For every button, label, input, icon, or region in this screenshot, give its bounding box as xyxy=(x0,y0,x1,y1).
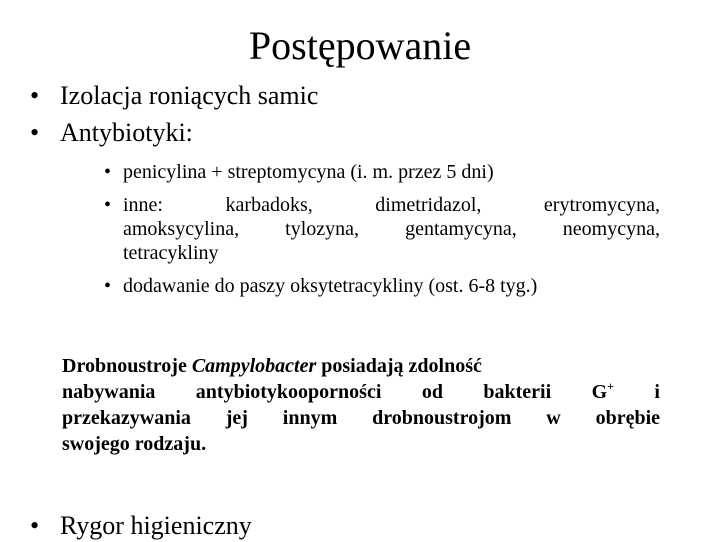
sub-bullet-feed xyxy=(100,274,660,298)
note-line2 xyxy=(62,379,660,405)
sub-bullet-text-line2: amoksycylina, tylozyna, gentamycyna, neomycyna, xyxy=(123,218,660,240)
sub-bullet-text: penicylina + streptomycyna (i. m. przez 5 dni) xyxy=(123,161,494,183)
sub-bullet-text: dodawanie do paszy oksytetracykliny (ost. 6-8 tyg.) xyxy=(123,275,538,297)
bullet-marker: • xyxy=(30,118,40,147)
sub-bullet-other xyxy=(100,193,660,265)
bullet-isolation xyxy=(30,80,318,112)
note-line3: przekazywania jej innym drobnoustrojom w obrębie xyxy=(62,407,660,429)
campylobacter-note xyxy=(62,353,660,457)
sub-bullet-penicillin xyxy=(100,160,660,184)
note-text: i xyxy=(614,381,660,403)
sub-bullet-marker: • xyxy=(104,194,112,216)
sub-bullet-text-line3: tetracykliny xyxy=(123,242,219,264)
bullet-text: Rygor higieniczny xyxy=(60,511,252,540)
sub-bullet-list xyxy=(100,160,660,298)
sub-bullet-text-line1: inne: karbadoks, dimetridazol, erytromycyna, xyxy=(123,194,660,216)
bullet-marker: • xyxy=(30,511,40,540)
bullet-hygiene xyxy=(30,510,252,542)
bullet-marker: • xyxy=(30,81,40,110)
sub-bullet-marker: • xyxy=(104,275,112,297)
note-line1 xyxy=(62,353,660,379)
bullet-antibiotics xyxy=(30,117,193,149)
slide-title: Postępowanie xyxy=(248,23,472,68)
sub-bullet-marker: • xyxy=(104,161,112,183)
note-line4: swojego rodzaju. xyxy=(62,433,207,455)
note-text: posiadają zdolność xyxy=(316,355,482,377)
note-text: nabywania antybiotykooporności od bakterii G xyxy=(62,381,608,403)
gram-positive-sup: + xyxy=(607,379,614,393)
bullet-text: Izolacja roniących samic xyxy=(60,81,319,110)
note-text: Drobnoustroje xyxy=(62,355,192,377)
species-name: Campylobacter xyxy=(191,355,317,377)
bullet-text: Antybiotyki: xyxy=(60,118,193,147)
